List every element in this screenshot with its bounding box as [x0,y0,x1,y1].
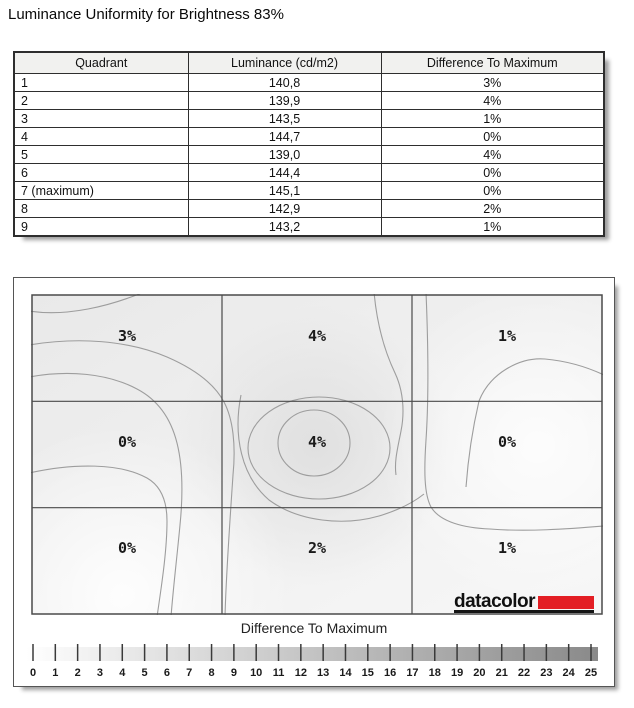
colorbar-tick-label: 24 [562,667,575,679]
colorbar-tick-label: 19 [450,667,464,679]
table-row [14,218,604,237]
column-header-difference: Difference To Maximum [381,52,604,74]
cell-label: 0% [497,433,517,451]
uniformity-chart-panel [13,277,615,687]
table-row [14,200,604,218]
cell-label: 0% [117,433,137,451]
colorbar-tick-label: 8 [208,667,215,679]
colorbar-tick-label: 7 [186,667,193,679]
table-row [14,182,604,200]
cell-quadrant: 1 [14,74,188,92]
cell-quadrant: 5 [14,146,188,164]
colorbar-tick-label: 18 [428,667,441,679]
cell-luminance: 145,1 [188,182,381,200]
cell-quadrant: 6 [14,164,188,182]
cell-quadrant: 4 [14,128,188,146]
colorbar-tick-label: 21 [495,667,508,679]
cell-label: 2% [307,539,327,557]
cell-quadrant: 3 [14,110,188,128]
cell-difference: 4% [381,92,604,110]
colorbar-tick-label: 17 [406,667,419,679]
colorbar-tick-label: 3 [96,667,104,679]
column-header-luminance: Luminance (cd/m2) [188,52,381,74]
cell-difference: 1% [381,110,604,128]
datacolor-logo-text: datacolor [454,591,536,612]
colorbar-tick-label: 10 [250,667,263,679]
cell-difference: 3% [381,74,604,92]
cell-difference: 2% [381,200,604,218]
cell-difference: 0% [381,182,604,200]
cell-quadrant: 8 [14,200,188,218]
cell-difference: 0% [381,164,604,182]
cell-label: 4% [307,433,327,451]
colorbar [20,641,612,681]
page-title: Luminance Uniformity for Brightness 83% [8,6,284,23]
colorbar-tick-label: 16 [383,667,397,679]
colorbar-tick-label: 22 [517,667,531,679]
column-header-quadrant: Quadrant [14,52,188,74]
datacolor-logo-red-bar [538,596,594,609]
cell-luminance: 144,4 [188,164,381,182]
table-row [14,92,604,110]
cell-label: 4% [307,327,327,345]
colorbar-tick-label: 20 [473,667,486,679]
colorbar-tick-label: 23 [540,667,553,679]
contour-plot [31,294,603,615]
colorbar-tick-label: 25 [584,667,598,679]
cell-luminance: 139,9 [188,92,381,110]
cell-luminance: 142,9 [188,200,381,218]
cell-difference: 0% [381,128,604,146]
luminance-table [13,51,605,237]
datacolor-logo [454,584,594,613]
cell-luminance: 139,0 [188,146,381,164]
colorbar-tick-label: 2 [74,667,81,679]
table-row [14,146,604,164]
cell-label: 0% [117,539,137,557]
colorbar-tick-label: 6 [163,667,170,679]
cell-difference: 4% [381,146,604,164]
table-row [14,164,604,182]
cell-label: 1% [497,539,517,557]
colorbar-tick-label: 13 [317,667,330,679]
cell-quadrant: 7 (maximum) [14,182,188,200]
colorbar-tick-label: 4 [119,667,126,679]
cell-luminance: 143,5 [188,110,381,128]
colorbar-gradient-strip [26,647,598,661]
colorbar-title: Difference To Maximum [240,620,388,636]
colorbar-tick-label: 14 [339,667,352,679]
colorbar-tick-label: 12 [294,667,307,679]
colorbar-tick-label: 5 [141,667,148,679]
colorbar-tick-label: 15 [361,667,374,679]
cell-difference: 1% [381,218,604,237]
table-row [14,74,604,92]
cell-label: 1% [497,327,517,345]
colorbar-tick-label: 9 [230,667,237,679]
colorbar-tick-label: 0 [29,667,37,679]
table-row [14,128,604,146]
table-header-row [14,52,604,74]
cell-luminance: 143,2 [188,218,381,237]
colorbar-tick-label: 11 [272,667,285,679]
cell-luminance: 140,8 [188,74,381,92]
cell-quadrant: 2 [14,92,188,110]
colorbar-tick-label: 1 [52,667,59,679]
table-row [14,110,604,128]
cell-quadrant: 9 [14,218,188,237]
cell-luminance: 144,7 [188,128,381,146]
cell-label: 3% [117,327,137,345]
